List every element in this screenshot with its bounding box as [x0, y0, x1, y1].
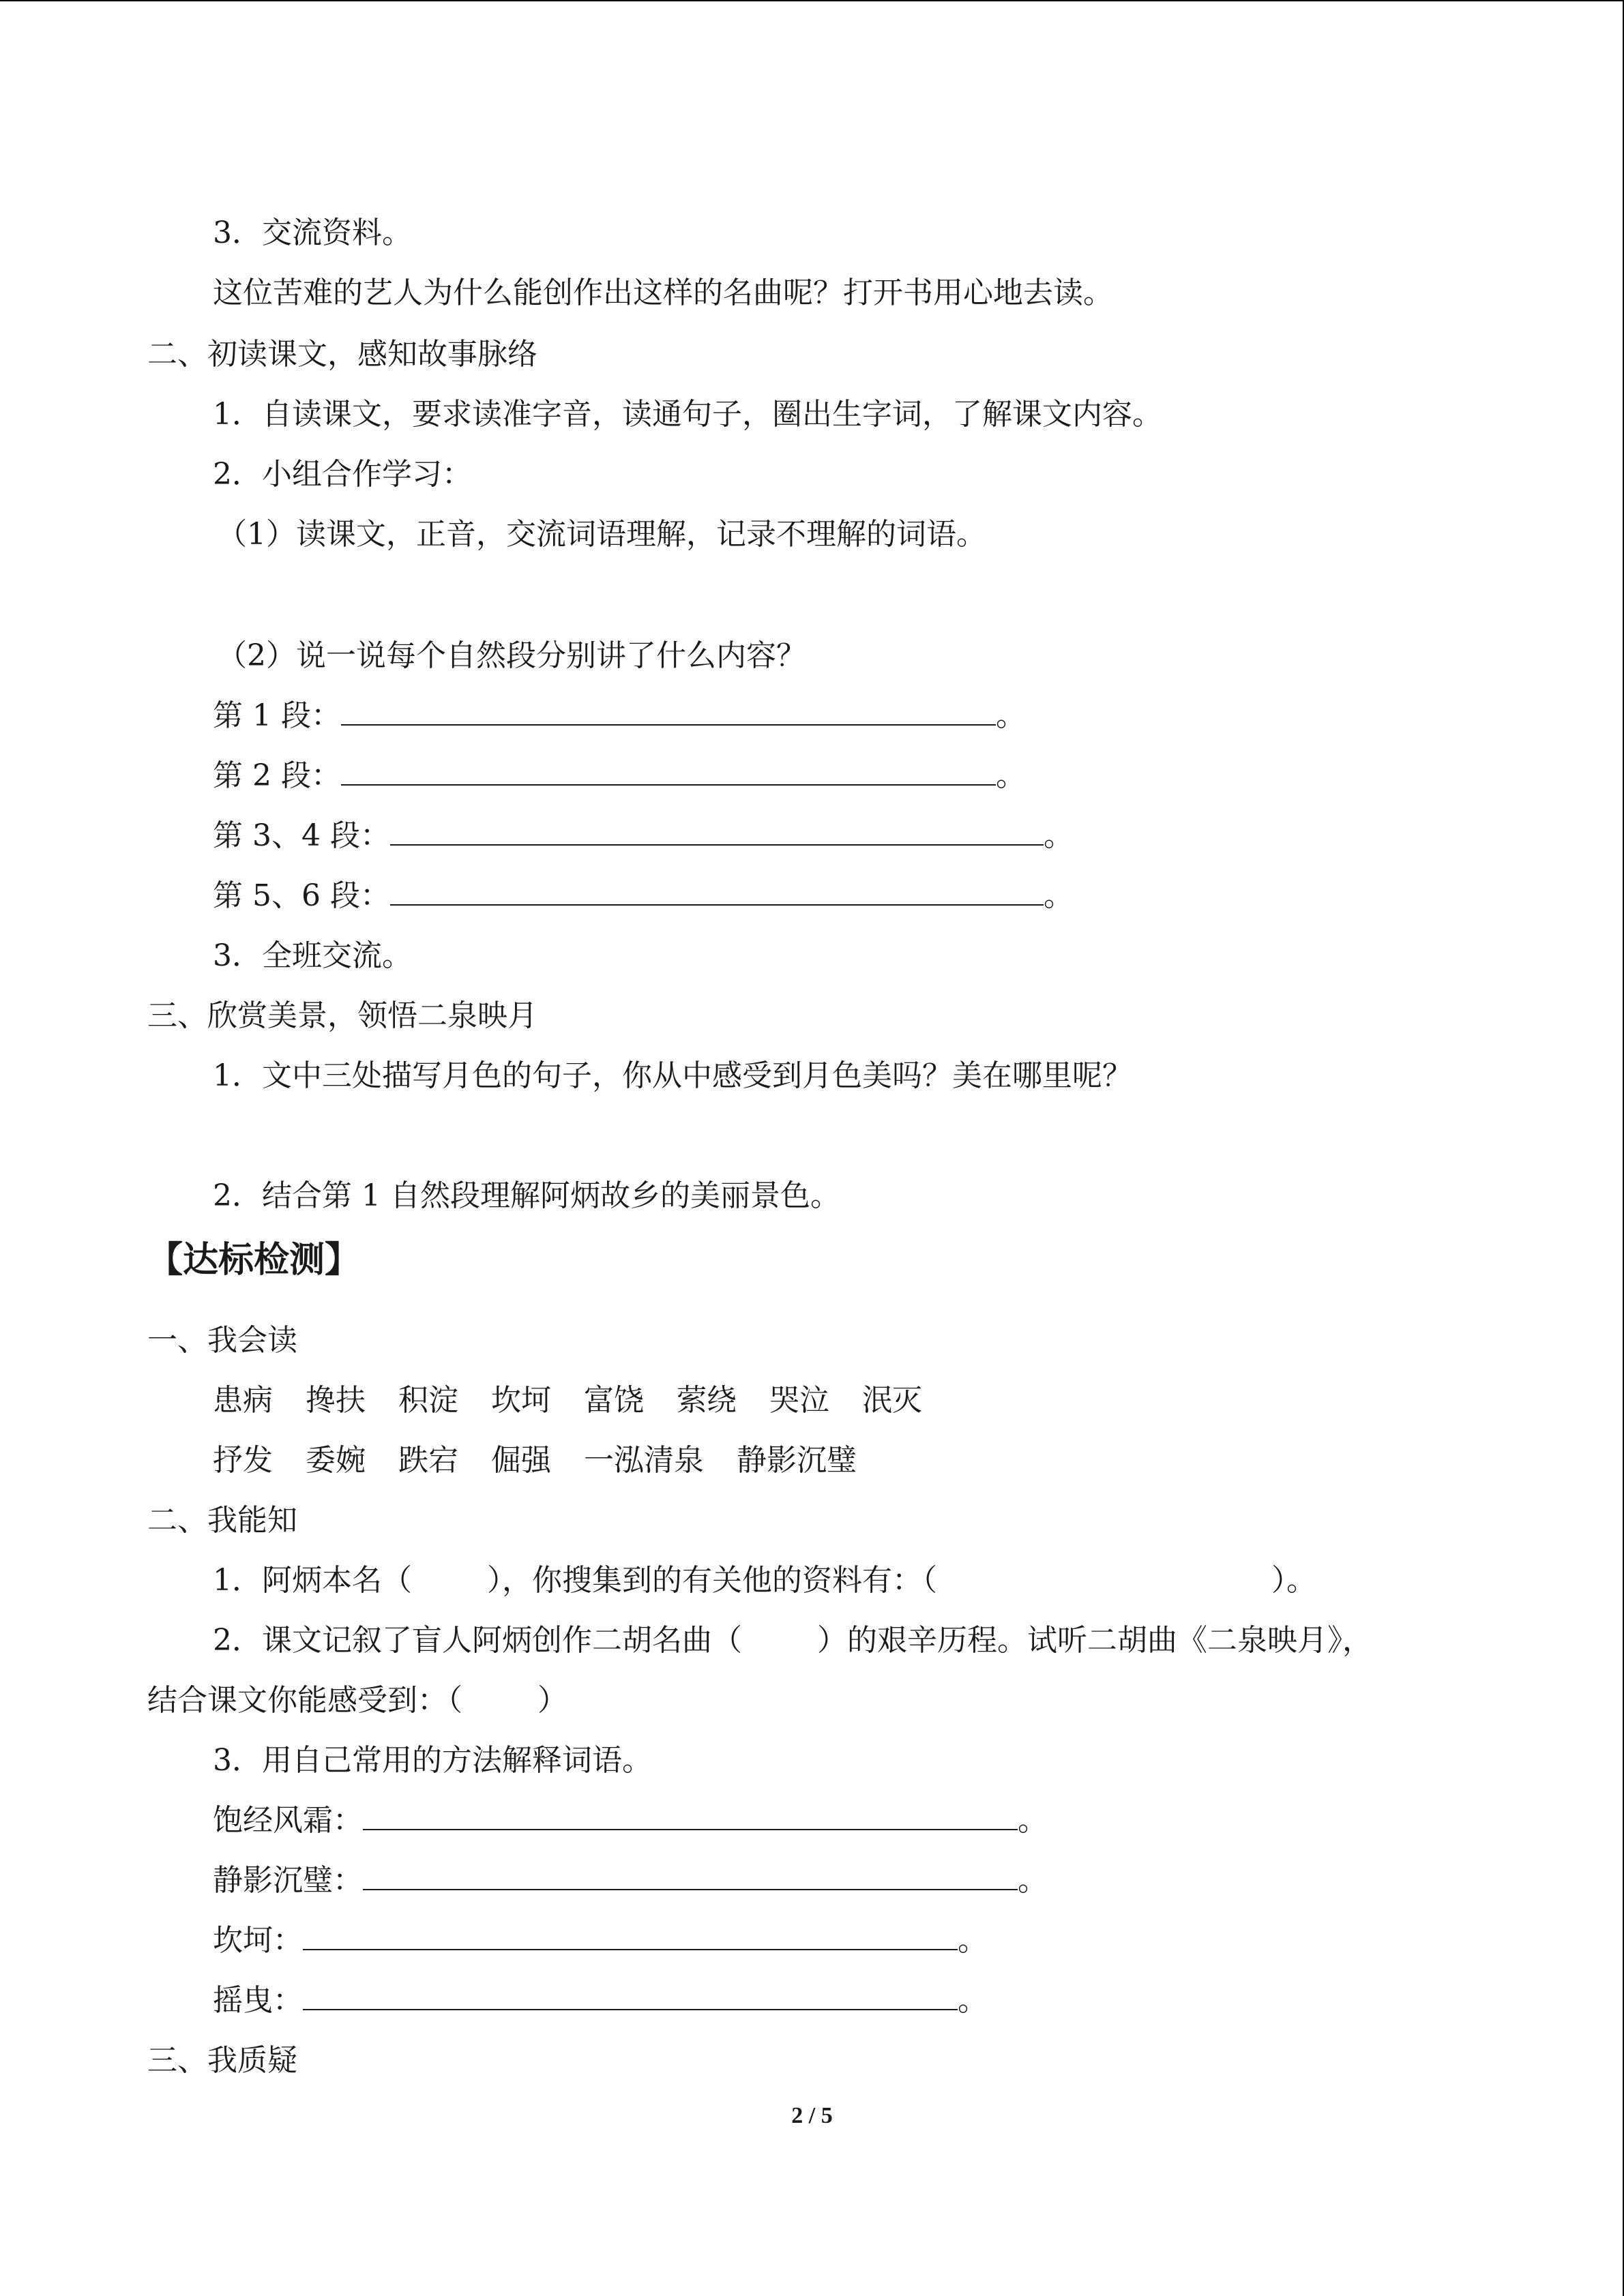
question-2 — [213, 1622, 1372, 1660]
test-1-title: 一、我会读 — [147, 1323, 297, 1358]
line-exchange-materials: 3．交流资料。 — [213, 215, 412, 250]
question-2-continued — [147, 1682, 567, 1720]
question-1 — [213, 1562, 1316, 1600]
word-list-row-1 — [213, 1382, 955, 1420]
word-item: 倔强 — [491, 1443, 551, 1478]
vocab-2-row — [213, 1862, 1048, 1900]
line-sub-1: （1）读课文，正音，交流词语理解，记录不理解的词语。 — [217, 517, 986, 552]
word-item: 委婉 — [306, 1443, 366, 1478]
word-item: 患病 — [213, 1383, 273, 1418]
vocab-4-row — [213, 1982, 988, 2020]
vocab-4-label: 摇曳： — [213, 1983, 303, 2018]
period: 。 — [958, 1923, 988, 1958]
line-moonlight: 1．文中三处描写月色的句子，你从中感受到月色美吗？美在哪里呢？ — [213, 1058, 1132, 1093]
paragraph-1-blank[interactable] — [341, 697, 996, 726]
paragraph-5-6-blank[interactable] — [390, 877, 1044, 906]
period: 。 — [1043, 878, 1074, 913]
q2-part-a: 2．课文记叙了盲人阿炳创作二胡名曲（ — [213, 1623, 742, 1658]
vocab-3-label: 坎坷： — [213, 1923, 303, 1958]
vocab-3-row — [213, 1922, 988, 1960]
word-item: 坎坷 — [491, 1383, 551, 1418]
word-item: 哭泣 — [769, 1383, 829, 1418]
test-3-title: 三、我质疑 — [147, 2043, 297, 2078]
paragraph-3-4-row — [213, 817, 1074, 855]
paragraph-5-6-label: 第 5、6 段： — [213, 878, 390, 913]
word-item: 萦绕 — [677, 1383, 737, 1418]
vocab-1-label: 饱经风霜： — [213, 1803, 363, 1838]
q2-part-c: 结合课文你能感受到：（ — [147, 1683, 462, 1718]
period: 。 — [958, 1983, 988, 2018]
page-number: 2 / 5 — [791, 2103, 833, 2128]
line-question-read: 这位苦难的艺人为什么能创作出这样的名曲呢？打开书用心地去读。 — [213, 275, 1113, 310]
word-item: 搀扶 — [306, 1383, 366, 1418]
vocab-4-blank[interactable] — [303, 1982, 958, 2010]
line-group-study: 2．小组合作学习： — [213, 457, 472, 492]
period: 。 — [1018, 1803, 1048, 1838]
word-item: 静影沉璧 — [737, 1443, 857, 1478]
section-2-title: 二、初读课文，感知故事脉络 — [147, 337, 537, 372]
period: 。 — [995, 698, 1026, 733]
line-sub-2: （2）说一说每个自然段分别讲了什么内容？ — [217, 638, 806, 673]
word-list-row-2 — [213, 1442, 889, 1480]
vocab-1-blank[interactable] — [363, 1802, 1018, 1830]
line-self-read: 1．自读课文，要求读准字音，读通句子，圈出生字词，了解课文内容。 — [213, 397, 1162, 432]
test-2-title: 二、我能知 — [147, 1503, 297, 1538]
word-item: 富饶 — [584, 1383, 644, 1418]
word-item: 抒发 — [213, 1443, 273, 1478]
paragraph-2-blank[interactable] — [341, 757, 996, 786]
vocab-2-blank[interactable] — [363, 1862, 1018, 1890]
word-item: 泯灭 — [862, 1383, 922, 1418]
paragraph-5-6-row — [213, 877, 1074, 915]
vocab-2-label: 静影沉璧： — [213, 1863, 363, 1898]
word-item: 跌宕 — [398, 1443, 458, 1478]
question-3: 3．用自己常用的方法解释词语。 — [213, 1743, 652, 1778]
period: 。 — [1018, 1863, 1048, 1898]
word-item: 一泓清泉 — [584, 1443, 704, 1478]
line-hometown: 2．结合第 1 自然段理解阿炳故乡的美丽景色。 — [213, 1178, 840, 1213]
heading-assessment: 【达标检测】 — [147, 1239, 361, 1281]
paragraph-2-row — [213, 757, 1026, 795]
paragraph-1-row — [213, 697, 1026, 735]
q2-part-d: ） — [537, 1683, 567, 1718]
q1-part-a: 1．阿炳本名（ — [213, 1563, 412, 1598]
section-3-title: 三、欣赏美景，领悟二泉映月 — [147, 998, 537, 1033]
period: 。 — [1043, 818, 1074, 853]
q1-part-b: ），你搜集到的有关他的资料有：（ — [487, 1563, 937, 1598]
paragraph-1-label: 第 1 段： — [213, 698, 341, 733]
q2-part-b: ）的艰辛历程。试听二胡曲《二泉映月》， — [817, 1623, 1372, 1658]
vocab-3-blank[interactable] — [303, 1922, 958, 1950]
paragraph-3-4-label: 第 3、4 段： — [213, 818, 390, 853]
paragraph-3-4-blank[interactable] — [390, 817, 1044, 846]
line-class-exchange: 3．全班交流。 — [213, 938, 412, 973]
word-item: 积淀 — [398, 1383, 458, 1418]
q1-part-c: ）。 — [1271, 1563, 1316, 1598]
vocab-1-row — [213, 1802, 1048, 1840]
paragraph-2-label: 第 2 段： — [213, 758, 341, 793]
period: 。 — [995, 758, 1026, 793]
